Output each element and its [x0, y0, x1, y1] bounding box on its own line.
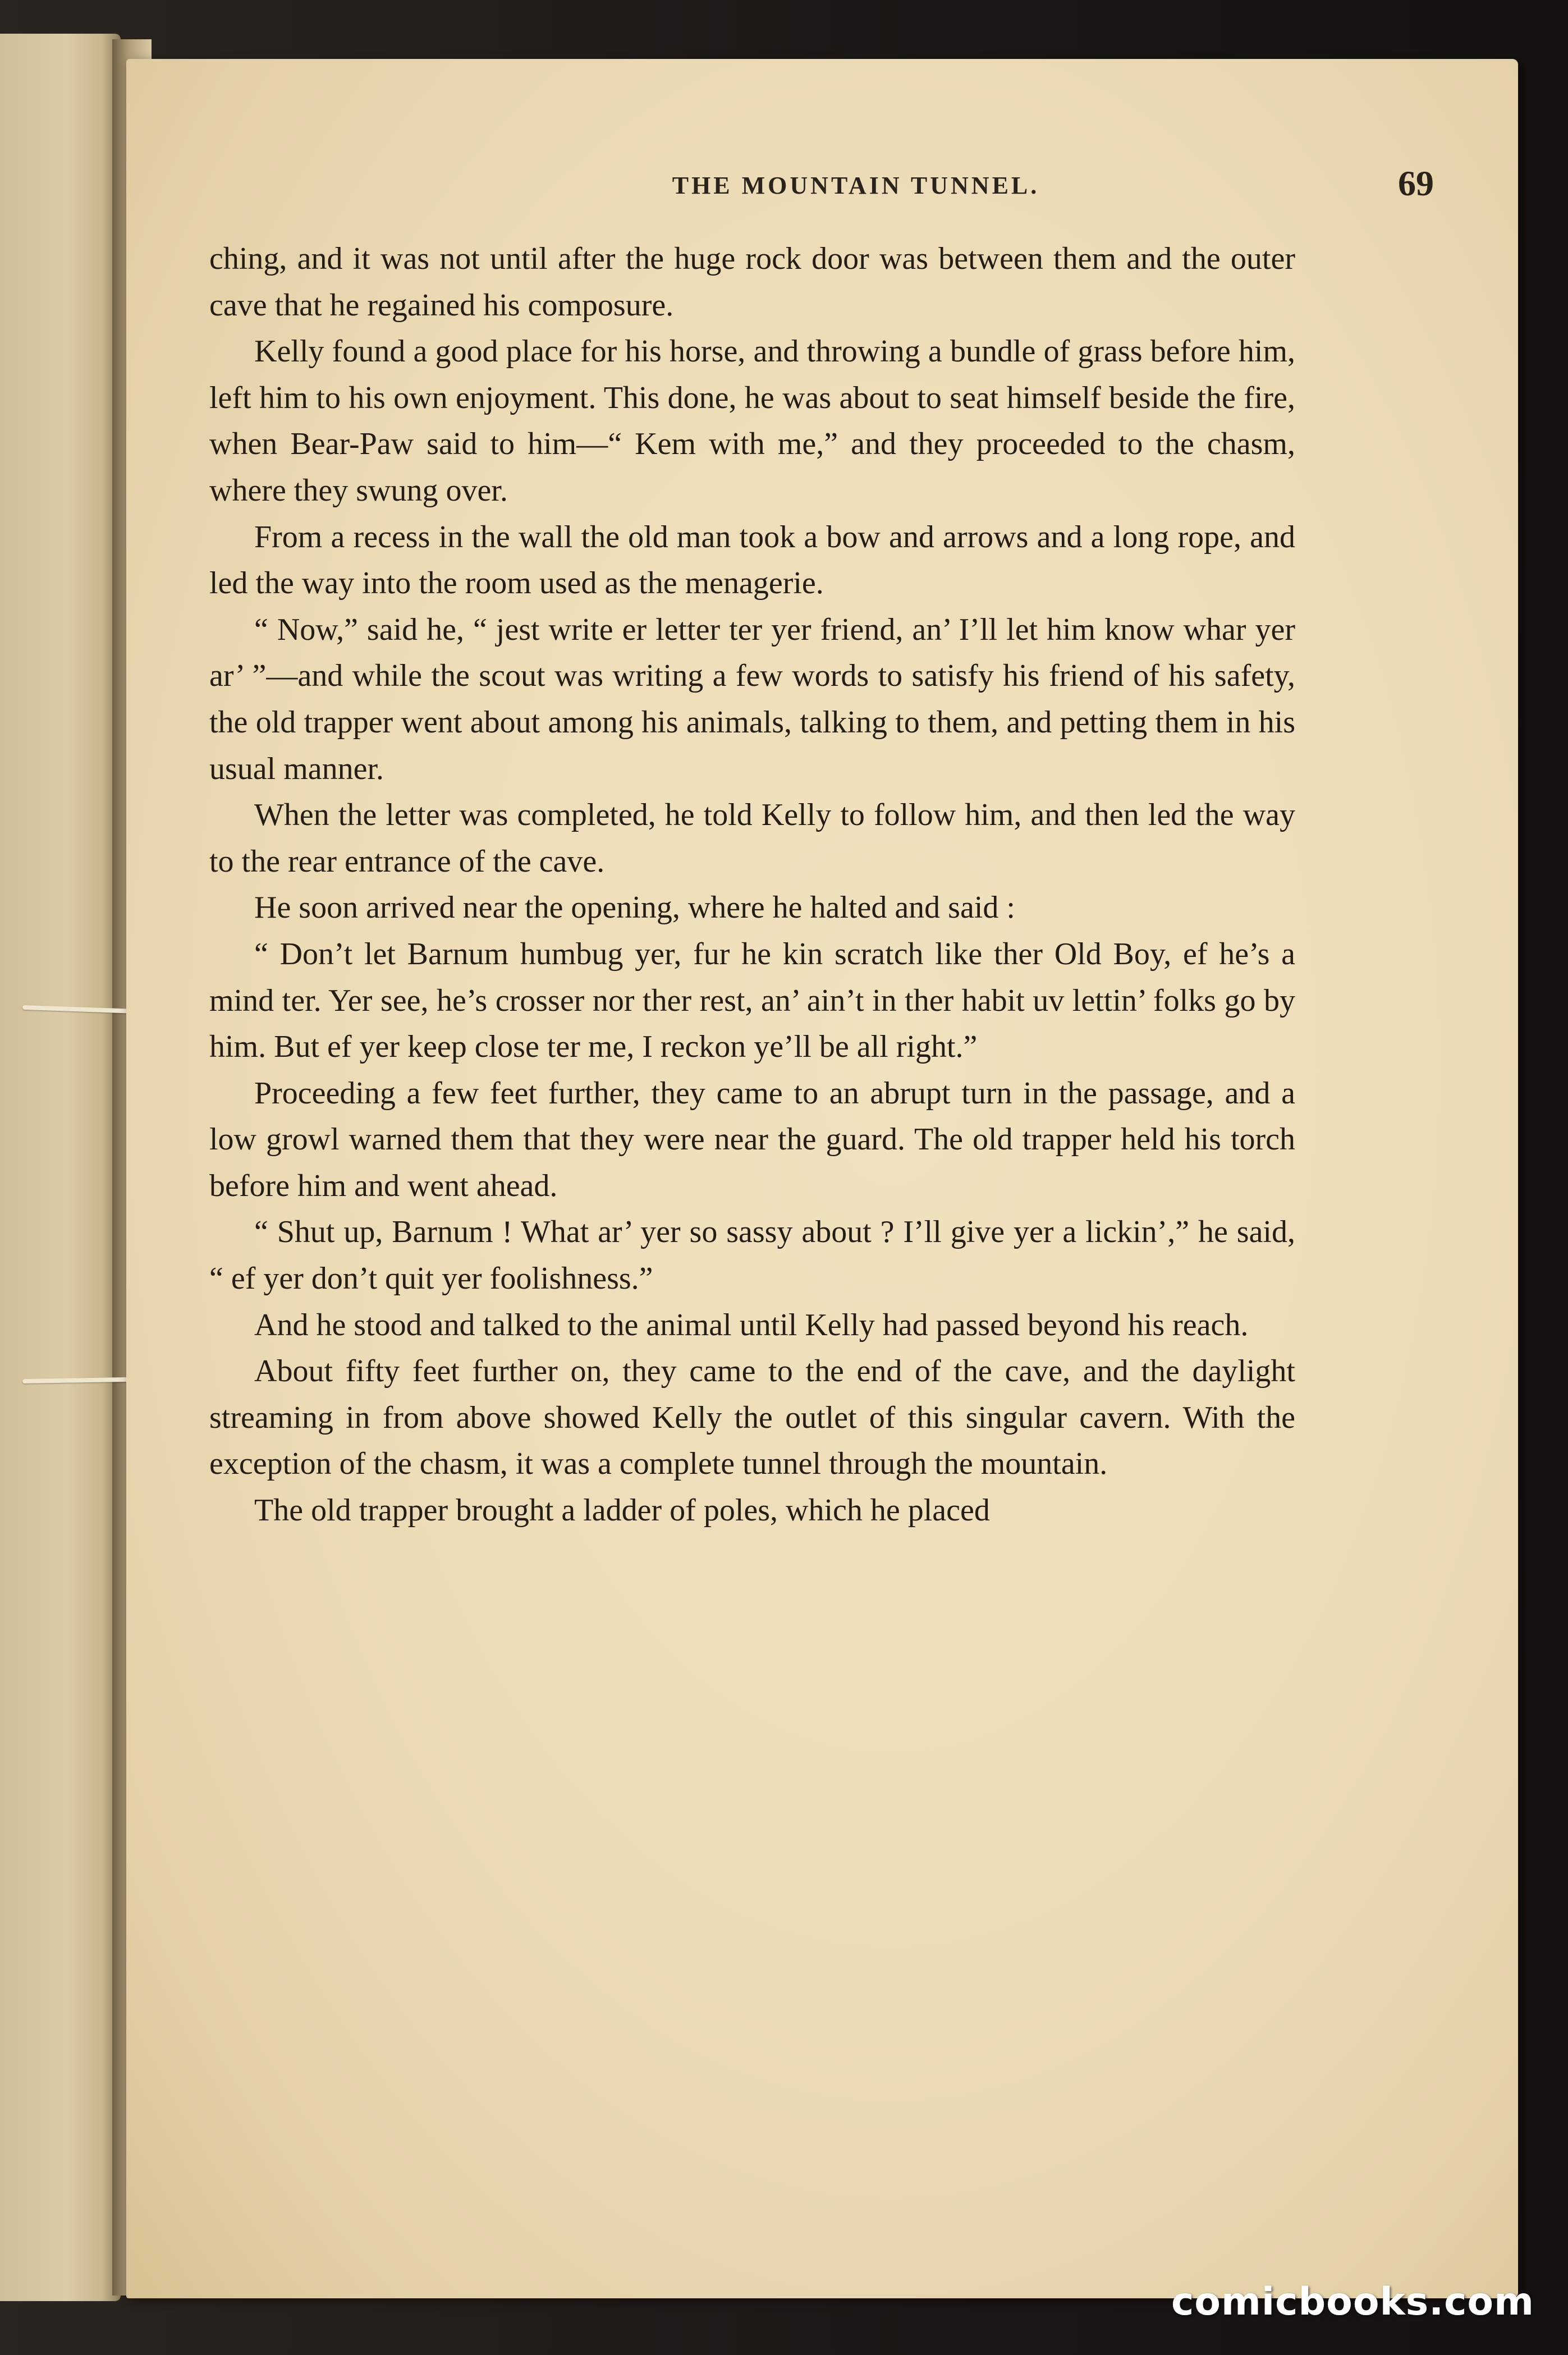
paragraph: Kelly found a good place for his horse, and throwing a bundle of grass before him, left him to his own enjoyment. This done, he was about to seat himself beside the fire, when Bear-Paw said to him—“ Kem with me,” and they proceeded to the chasm, where they swung over. [209, 334, 1295, 508]
paragraph: When the letter was completed, he told Kelly to follow him, and then led the way to the rear entrance of the cave. [209, 798, 1295, 879]
previous-page-edge [0, 34, 121, 2301]
site-watermark: comicbooks.com [1171, 2280, 1534, 2324]
book-page [126, 59, 1518, 2298]
page-number: 69 [1398, 163, 1434, 203]
paragraph: He soon arrived near the opening, where he halted and said : [254, 890, 1015, 925]
paragraph: From a recess in the wall the old man took a bow and arrows and a long rope, and led the way into the room used as the menagerie. [209, 519, 1295, 601]
paragraph: “ Don’t let Barnum humbug yer, fur he kin scratch like ther Old Boy, ef he’s a mind ter. Yer see, he’s crosser nor ther rest, an’ ain’t in ther habit uv lettin’ folks go by him. But ef yer keep close ter me, I reckon ye’ll be all right.” [209, 936, 1295, 1065]
paragraph: ching, and it was not until after the huge rock door was between them and the outer cave that he regained his composure. [209, 241, 1295, 323]
paragraph: “ Now,” said he, “ jest write er letter ter yer friend, an’ I’ll let him know whar yer ar’ ”—and while the scout was writing a few words to satisfy his friend of his safety, the old trapper went about among his animals, talking to them, and petting them in his usual manner. [209, 612, 1295, 786]
paragraph: “ Shut up, Barnum ! What ar’ yer so sassy about ? I’ll give yer a lickin’,” he said, “ ef yer don’t quit yer foolishness.” [209, 1215, 1295, 1296]
paragraph: About fifty feet further on, they came to the end of the cave, and the daylight streaming in from above showed Kelly the outlet of this singular cavern. With the exception of the chasm, it was a complete tunnel through the mountain. [209, 1354, 1295, 1482]
paragraph: And he stood and talked to the animal until Kelly had passed beyond his reach. [254, 1307, 1249, 1343]
page-body [209, 236, 1295, 1534]
paragraph: Proceeding a few feet further, they came to an abrupt turn in the passage, and a low growl warned them that they were near the guard. The old trapper held his torch before him and went ahead. [209, 1075, 1295, 1203]
running-title: THE MOUNTAIN TUNNEL. [672, 172, 1040, 199]
paragraph: The old trapper brought a ladder of poles, which he placed [254, 1493, 990, 1528]
